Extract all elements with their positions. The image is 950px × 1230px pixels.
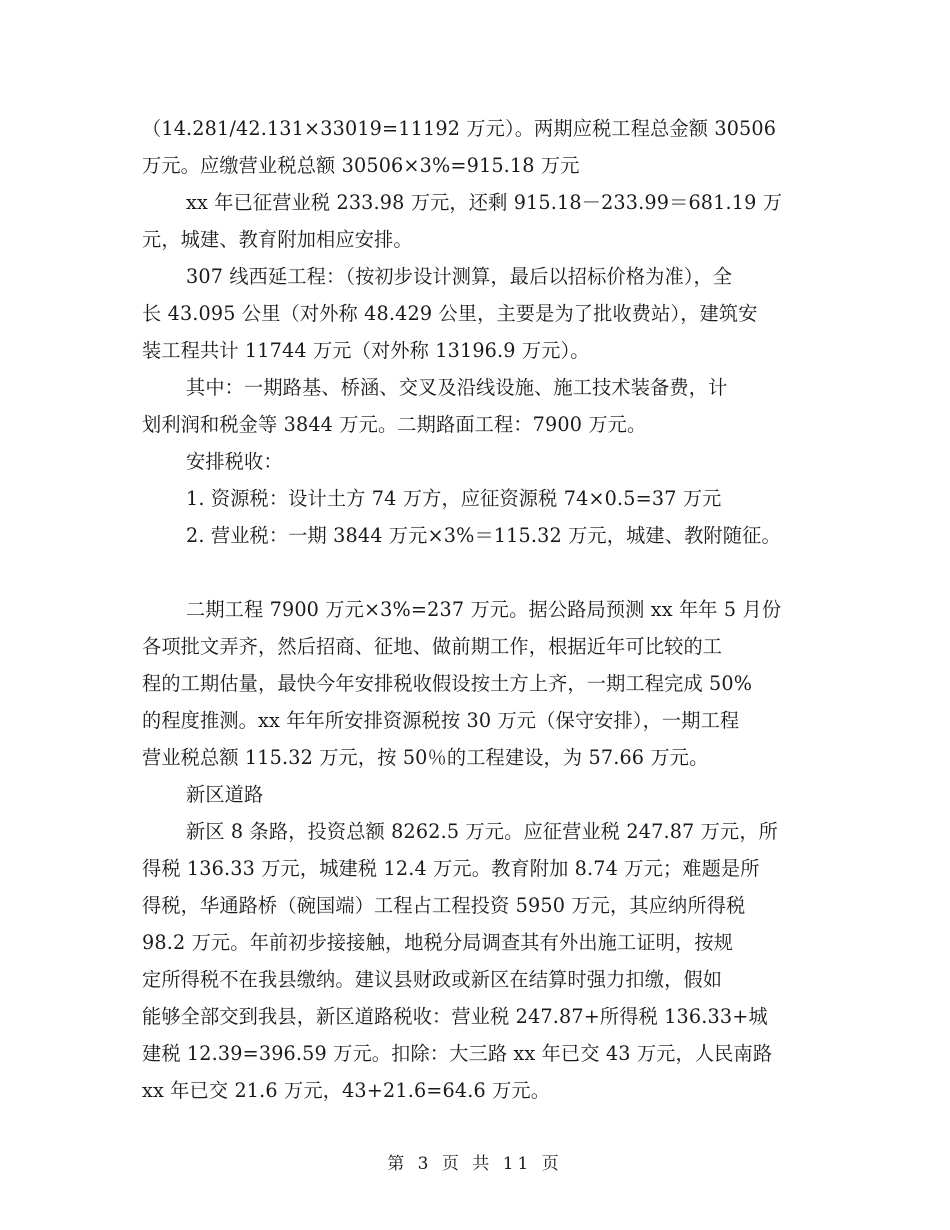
text-line: 万元。应缴营业税总额 30506×3%=915.18 万元 [142, 154, 580, 177]
text-line: 新区 8 条路，投资总额 8262.5 万元。应征营业税 247.87 万元，所 [186, 820, 779, 843]
section-heading: 新区道路 [186, 783, 264, 806]
text-line: 得税 136.33 万元，城建税 12.4 万元。教育附加 8.74 万元；难题是所 [142, 857, 760, 880]
text-line: 程的工期估量，最快今年安排税收假设按土方上齐，一期工程完成 50% [142, 672, 753, 695]
section-heading: 安排税收： [186, 450, 283, 473]
text-line: xx 年已征营业税 233.98 万元，还剩 915.18－233.99＝681.19 万 [186, 191, 783, 214]
text-line: 营业税总额 115.32 万元，按 50％的工程建设，为 57.66 万元。 [142, 746, 709, 769]
text-line: xx 年已交 21.6 万元，43+21.6=64.6 万元。 [142, 1079, 551, 1102]
text-line: 能够全部交到我县，新区道路税收：营业税 247.87+所得税 136.33+城 [142, 1005, 768, 1028]
text-line: 二期工程 7900 万元×3%=237 万元。据公路局预测 xx 年年 5 月份 [186, 598, 782, 621]
text-line: 307 线西延工程：（按初步设计测算，最后以招标价格为准），全 [186, 265, 733, 288]
text-line: 元，城建、教育附加相应安排。 [142, 228, 413, 251]
text-line: 得税，华通路桥（碗国端）工程占工程投资 5950 万元，其应纳所得税 [142, 894, 746, 917]
list-item: 2. 营业税：一期 3844 万元×3%＝115.32 万元，城建、教附随征。 [186, 524, 781, 547]
list-item: 1. 资源税：设计土方 74 万方，应征资源税 74×0.5=37 万元 [186, 487, 722, 510]
text-line: 划利润和税金等 3844 万元。二期路面工程：7900 万元。 [142, 413, 647, 436]
text-line: 的程度推测。xx 年年所安排资源税按 30 万元（保守安排），一期工程 [142, 709, 740, 732]
text-line: （14.281/42.131×33019=11192 万元）。两期应税工程总金额 30506 [142, 117, 777, 140]
text-line: 装工程共计 11744 万元（对外称 13196.9 万元）。 [142, 339, 590, 362]
text-line: 长 43.095 公里（对外称 48.429 公里，主要是为了批收费站），建筑安 [142, 302, 758, 325]
paragraph-gap [142, 554, 808, 591]
text-line: 定所得税不在我县缴纳。建议县财政或新区在结算时强力扣缴，假如 [142, 968, 723, 991]
page-indicator: 第 3 页 共 11 页 [387, 1154, 563, 1174]
text-line: 建税 12.39=396.59 万元。扣除：大三路 xx 年已交 43 万元，人民南路 [142, 1042, 773, 1065]
document-body [142, 110, 808, 1109]
text-line: 各项批文弄齐，然后招商、征地、做前期工作，根据近年可比较的工 [142, 635, 723, 658]
text-line: 98.2 万元。年前初步接接触，地税分局调查其有外出施工证明，按规 [142, 931, 734, 954]
text-line: 其中：一期路基、桥涵、交叉及沿线设施、施工技术装备费，计 [186, 376, 728, 399]
